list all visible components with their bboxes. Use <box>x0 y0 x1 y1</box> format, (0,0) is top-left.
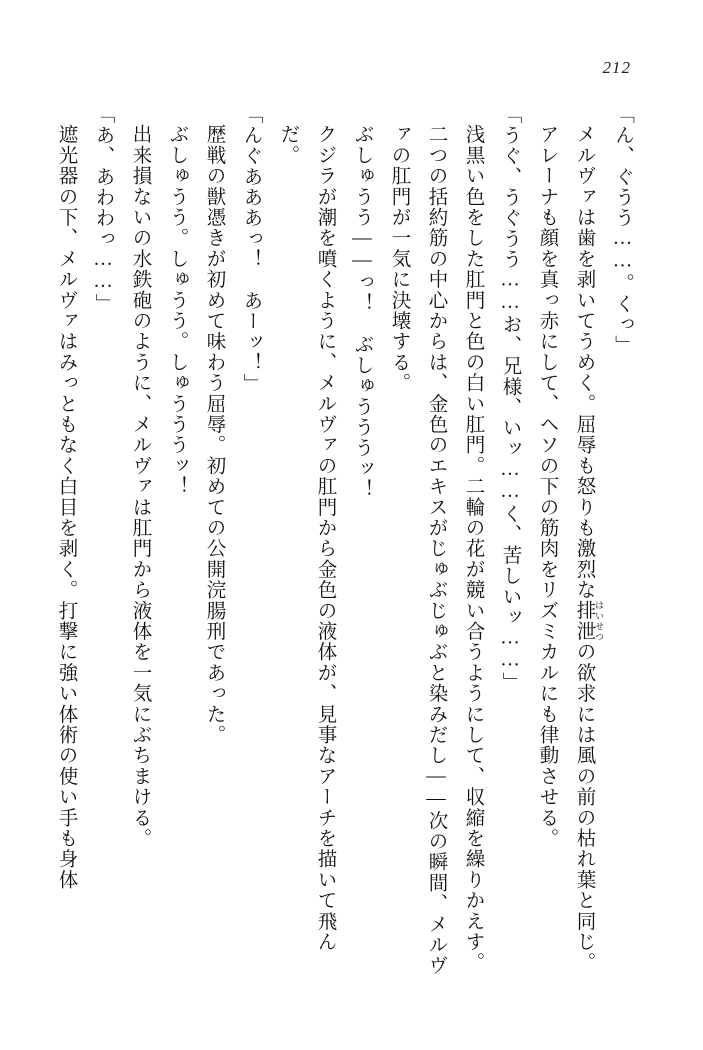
paragraph: 「ん、ぐうう……。くっ」 <box>612 104 633 356</box>
page-body-text <box>55 104 641 984</box>
page-number: 212 <box>602 58 631 77</box>
paragraph: 出来損ないの水鉄砲のように、メルヴァは肛門から液体を一気にぶちまける。 <box>129 124 151 849</box>
paragraph: 「うぐ、うぐうう……お、兄様、いッ……く、苦しいッ……」 <box>499 104 521 693</box>
paragraph: メルヴァは歯を剥いてうめく。屈辱も怒りも激烈な排泄 はいせつの欲求には風の前の枯れ葉と同じ。アレーナも顔を真っ赤にして、ヘソの下の筋肉をリズミカルにも律動させる。 <box>536 124 604 973</box>
paragraph: ぶしゅうう。しゅうう。しゅうううッ！ <box>166 124 188 497</box>
paragraph: クジラが潮を噴くように、メルヴァの肛門から金色の液体が、見事なアーチを描いて飛んだ。 <box>277 124 336 952</box>
paragraph: 歴戦の獣憑きが初めて味わう屈辱。初めての公開浣腸刑であった。 <box>203 124 225 745</box>
paragraph: 浅黒い色をした肛門と色の白い肛門。二輪の花が競い合うようにして、収縮を繰りかえす。二つの括約筋の中心からは、金色のエキスがじゅぶじゅぶと染みだし――次の瞬間、メルヴァの肛門が一気に決壊する。 <box>388 124 484 976</box>
paragraph: 「あ、あわわっ……」 <box>92 104 114 314</box>
paragraph: 遮光器の下、メルヴァはみっともなく白目を剥く。打撃に強い体術の使い手も身体 <box>55 124 77 890</box>
paragraph: ぶしゅうう――っ！ ぶしゅうううッ！ <box>351 124 373 500</box>
paragraph: 「んぐあああっ！ あーッ！」 <box>240 104 262 394</box>
